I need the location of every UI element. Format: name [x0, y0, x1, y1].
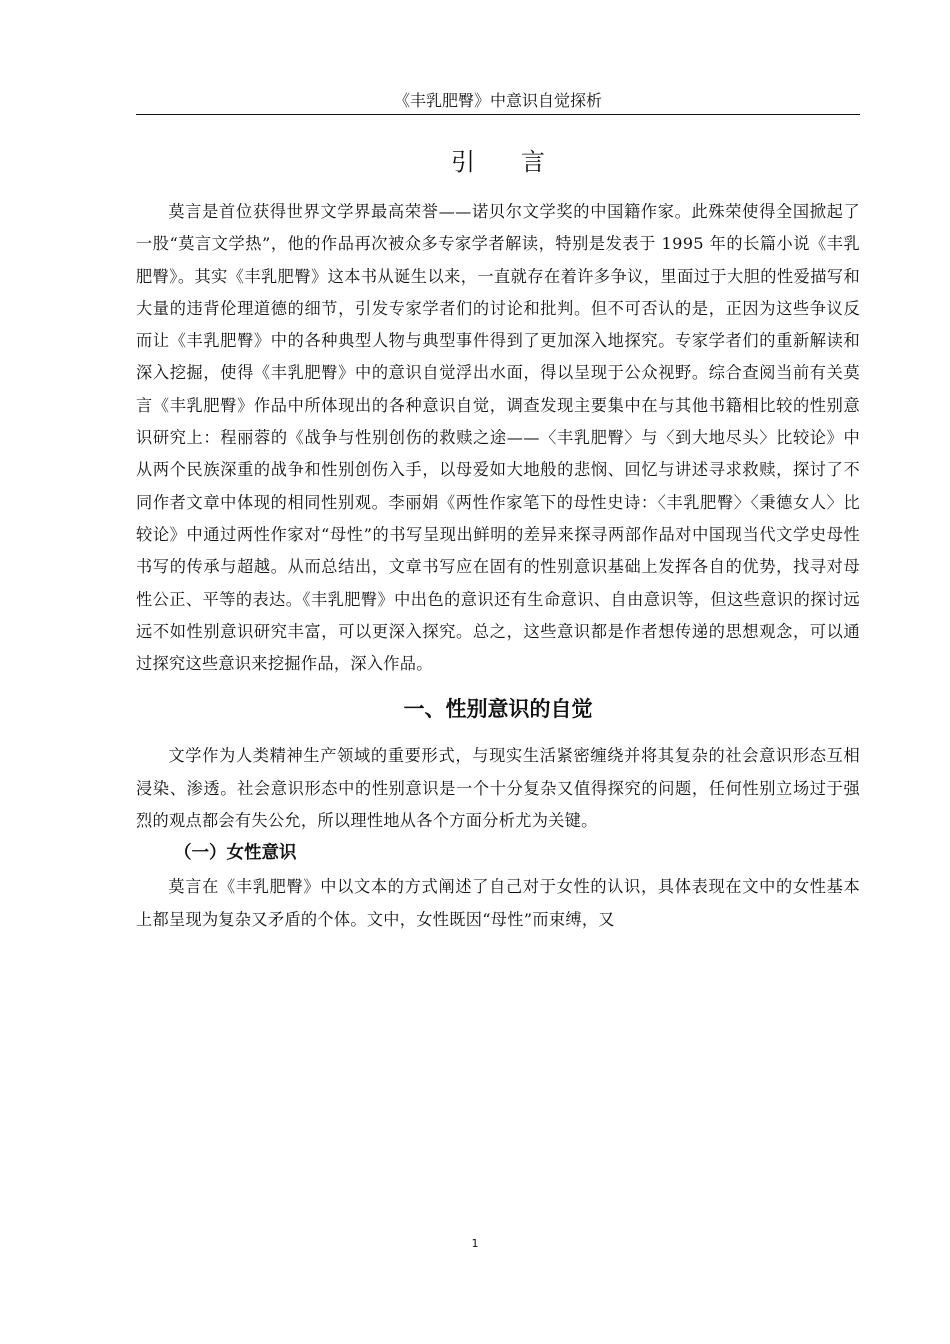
page-number: 1	[471, 1237, 479, 1250]
section-paragraph: 文学作为人类精神生产领域的重要形式，与现实生活紧密缠绕并将其复杂的社会意识形态互相浸染、渗透。社会意识形态中的性别意识是一个十分复杂又值得探究的问题，任何性别立场过于强烈的观点都会有失公允，所以理性地从各个方面分析尤为关键。	[136, 746, 860, 831]
running-header: 《丰乳肥臀》中意识自觉探析	[393, 91, 602, 110]
section-heading: 一、性别意识的自觉	[403, 697, 593, 722]
header-rule	[136, 114, 860, 115]
subsection-paragraph: 莫言在《丰乳肥臀》中以文本的方式阐述了自己对于女性的认识，具体表现在文中的女性基本上都呈现为复杂又矛盾的个体。文中，女性既因“母性”而束缚，又	[136, 877, 860, 929]
subsection-heading: （一）女性意识	[174, 843, 297, 864]
document-body	[136, 142, 860, 936]
intro-paragraph: 莫言是首位获得世界文学界最高荣誉——诺贝尔文学奖的中国籍作家。此殊荣使得全国掀起了一股“莫言文学热”，他的作品再次被众多专家学者解读，特别是发表于 1995 年的长篇小说《丰乳肥臀》。其实《丰乳肥臀》这本书从诞生以来，一直就存在着许多争议，里面过于大胆的性爱描写和大量的违背伦理道德的细节，引发专家学者们的讨论和批判。但不可否认的是，正因为这些争议反而让《丰乳肥臀》中的各种典型人物与典型事件得到了更加深入地探究。专家学者们的重新解读和深入挖掘，使得《丰乳肥臀》中的意识自觉浮出水面，得以呈现于公众视野。综合查阅当前有关莫言《丰乳肥臀》作品中所体现出的各种意识自觉，调查发现主要集中在与其他书籍相比较的性别意识研究上：程丽蓉的《战争与性别创伤的救赎之途——〈丰乳肥臀〉与〈到大地尽头〉比较论》中从两个民族深重的战争和性别创伤入手，以母爱如大地般的悲悯、回忆与讲述寻求救赎，探讨了不同作者文章中体现的相同性别观。李丽娟《两性作家笔下的母性史诗：〈丰乳肥臀〉〈秉德女人〉比较论》中通过两性作家对“母性”的书写呈现出鲜明的差异来探寻两部作品对中国现当代文学史母性书写的传承与超越。从而总结出，文章书写应在固有的性别意识基础上发挥各自的优势，找寻对母性公正、平等的表达。《丰乳肥臀》中出色的意识还有生命意识、自由意识等，但这些意识的探讨远远不如性别意识研究丰富，可以更深入探究。总之，这些意识都是作者想传递的思想观念，可以通过探究这些意识来挖掘作品，深入作品。	[136, 202, 860, 674]
intro-title: 引言	[451, 148, 591, 176]
